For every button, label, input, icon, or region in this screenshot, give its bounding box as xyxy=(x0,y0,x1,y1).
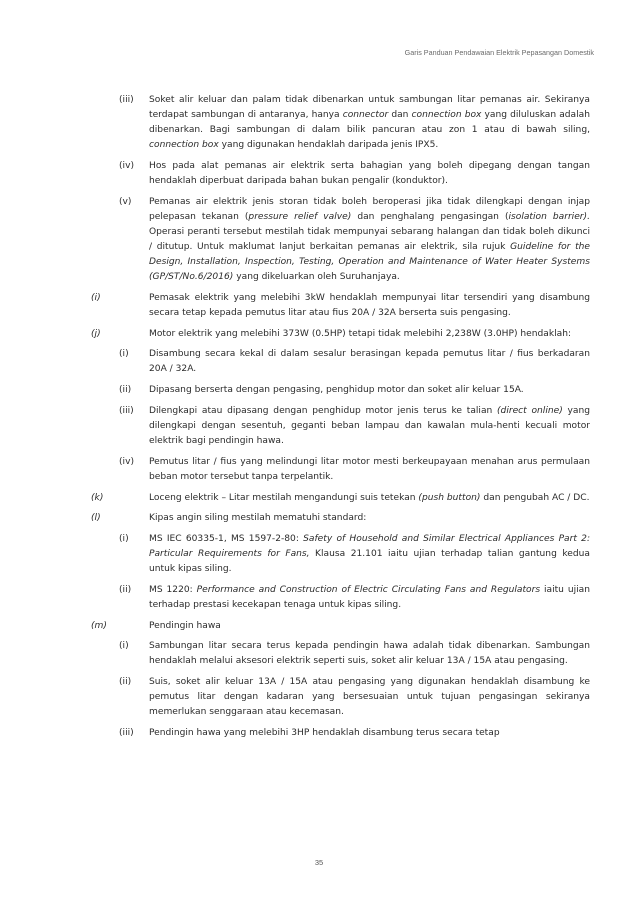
list-item-label: (iv) xyxy=(119,160,135,171)
list-item-label: (ii) xyxy=(119,677,132,687)
text-segment: Dipasang berserta dengan pengasing, penghidup motor dan soket alir keluar 15A. xyxy=(149,385,524,396)
text-segment: dan penghalang pengasingan ( xyxy=(351,211,509,222)
list-item xyxy=(91,327,590,342)
list-item xyxy=(91,291,590,321)
list-item-text xyxy=(149,159,590,189)
list-item-text xyxy=(149,583,590,613)
list-item-text xyxy=(149,327,590,342)
list-item-text xyxy=(149,726,590,741)
italic-text-segment: Guideline for the Design, Installation, Inspection, Testing, Operation and Maintenance of Water Heater Systems (GP/ST/No.6/2016) xyxy=(149,242,590,283)
text-segment: Sambungan litar secara terus kepada pendingin hawa adalah tidak dibenarkan. Sambungan hendaklah melalui aksesori elektrik seperti suis, soket alir keluar 13A / 15A atau pengasing. xyxy=(149,641,590,667)
list-item-label: (iv) xyxy=(119,456,135,467)
text-segment: Kipas angin siling mestilah mematuhi standard: xyxy=(149,513,367,524)
text-segment: dan pengubah AC / DC. xyxy=(480,492,590,503)
text-segment: Soket alir keluar dan palam tidak dibenarkan untuk sambungan litar pemanas air. Sekiranya terdapat sambungan di antaranya, hanya xyxy=(149,95,590,121)
text-segment: Pendingin hawa xyxy=(149,620,221,631)
italic-text-segment: connection box xyxy=(149,140,219,151)
italic-text-segment: (direct online) xyxy=(497,405,563,416)
list-item-text xyxy=(149,675,590,720)
text-segment: Operasi peranti tersebut mestilah tidak mempunyai sebarang halangan dan tidak boleh dikunci / ditutup. Untuk maklumat lanjut berkaitan pemanas air elektrik, sila rujuk xyxy=(149,226,590,253)
list-item xyxy=(91,619,590,634)
list-item-text xyxy=(149,383,590,398)
list-item-text xyxy=(149,93,590,153)
list-item-label: (iii) xyxy=(119,95,134,105)
text-segment: yang dilengkapi dengan sesentuh, geganti beban lampau dan kawalan mula-henti kecuali motor elektrik bagi pendingin hawa. xyxy=(149,405,590,447)
list-item xyxy=(119,195,590,286)
running-header: Garis Panduan Pendawaian Elektrik Pepasangan Domestik xyxy=(404,48,594,57)
text-segment: yang diluluskan adalah dibenarkan. Bagi sambungan di dalam bilik pancuran atau zon 1 atau di bawah siling, xyxy=(149,110,590,136)
italic-text-segment: connection box xyxy=(411,110,482,121)
list-item-label: (i) xyxy=(119,641,129,652)
text-segment: Pemutus litar / fius yang melindungi litar motor mesti berkeupayaan menahan arus permulaan beban motor tersebut tanpa terpelantik. xyxy=(149,456,590,482)
document-body xyxy=(91,93,590,747)
page-number: 35 xyxy=(314,858,324,867)
list-item xyxy=(119,639,590,669)
list-item-text xyxy=(149,291,590,321)
list-item-label: (j) xyxy=(91,328,101,339)
list-item-text xyxy=(149,639,590,669)
list-item-text xyxy=(149,347,590,377)
text-segment: iaitu ujian terhadap prestasi kecekapan tenaga untuk kipas siling. xyxy=(149,584,591,610)
text-segment: Hos pada alat pemanas air elektrik serta bahagian yang boleh dipegang dengan tangan hendaklah diperbuat daripada bahan bukan pengalir (konduktor). xyxy=(149,160,590,187)
text-segment: Klausa 21.101 iaitu ujian terhadap talian gantung kedua untuk kipas siling. xyxy=(149,548,590,575)
list-item-text xyxy=(149,455,590,485)
list-item xyxy=(119,583,590,613)
list-item-label: (iii) xyxy=(119,727,134,738)
list-item-label: (iii) xyxy=(119,405,134,416)
text-segment: yang digunakan hendaklah daripada jenis IPX5. xyxy=(218,140,439,151)
italic-text-segment: isolation barrier). xyxy=(508,211,590,222)
list-item xyxy=(119,383,590,398)
list-item-label: (v) xyxy=(119,196,132,207)
text-segment: Suis, soket alir keluar 13A / 15A atau pengasing yang digunakan hendaklah disambung ke pemutus litar dengan kadaran yang bersesuaian untuk tujuan pengasingan sekiranya memerlukan senggaraan atau kecemasan. xyxy=(149,677,590,718)
text-segment: dan xyxy=(388,110,412,121)
list-item-label: (i) xyxy=(91,292,101,303)
list-item xyxy=(91,491,590,506)
text-segment: Dilengkapi atau dipasang dengan penghidup motor jenis terus ke talian xyxy=(149,405,497,416)
text-segment: Pemanas air elektrik jenis storan tidak boleh beroperasi jika tidak dilengkapi dengan injap pelepasan tekanan ( xyxy=(149,196,590,222)
list-item-text xyxy=(149,532,590,577)
list-item-label: (ii) xyxy=(119,584,132,595)
italic-text-segment: Performance and Construction of Electric Circulating Fans and Regulators xyxy=(196,584,541,595)
text-segment: MS 1220: xyxy=(149,584,197,595)
list-item xyxy=(119,455,590,485)
list-item xyxy=(119,347,590,377)
list-item-text xyxy=(149,195,590,286)
list-item-label: (ii) xyxy=(119,385,132,396)
list-item-text xyxy=(149,404,590,449)
list-item xyxy=(119,404,590,449)
list-item-label: (i) xyxy=(119,533,129,544)
list-item xyxy=(119,532,590,577)
text-segment: MS IEC 60335-1, MS 1597-2-80: xyxy=(149,533,304,544)
list-item-label: (l) xyxy=(91,513,101,524)
list-item xyxy=(119,93,590,153)
text-segment: Motor elektrik yang melebihi 373W (0.5HP) tetapi tidak melebihi 2,238W (3.0HP) hendaklah: xyxy=(149,328,572,339)
list-item xyxy=(91,511,590,526)
list-item xyxy=(119,726,590,741)
list-item xyxy=(119,675,590,720)
italic-text-segment: Safety of Household and Similar Electrical Appliances Part 2: Particular Requirements for Fans, xyxy=(149,533,591,559)
list-item-text xyxy=(149,511,590,526)
list-item-label: (i) xyxy=(119,349,129,360)
text-segment: Disambung secara kekal di dalam sesalur berasingan kepada pemutus litar / fius berkadaran 20A / 32A. xyxy=(149,349,590,375)
list-item-text xyxy=(149,619,590,634)
list-item-text xyxy=(149,491,590,506)
list-item xyxy=(119,159,590,189)
italic-text-segment: connector xyxy=(342,110,389,121)
italic-text-segment: (push button) xyxy=(418,492,481,503)
text-segment: yang dikeluarkan oleh Suruhanjaya. xyxy=(233,272,400,283)
list-item-label: (m) xyxy=(91,620,107,631)
text-segment: Pemasak elektrik yang melebihi 3kW hendaklah mempunyai litar tersendiri yang disambung secara tetap kepada pemutus litar atau fius 20A / 32A berserta suis pengasing. xyxy=(149,292,590,318)
italic-text-segment: pressure relief valve) xyxy=(248,211,352,222)
list-item-label: (k) xyxy=(91,492,104,503)
text-segment: Loceng elektrik – Litar mestilah mengandungi suis tetekan xyxy=(149,492,419,503)
text-segment: Pendingin hawa yang melebihi 3HP hendaklah disambung terus secara tetap xyxy=(149,727,500,738)
